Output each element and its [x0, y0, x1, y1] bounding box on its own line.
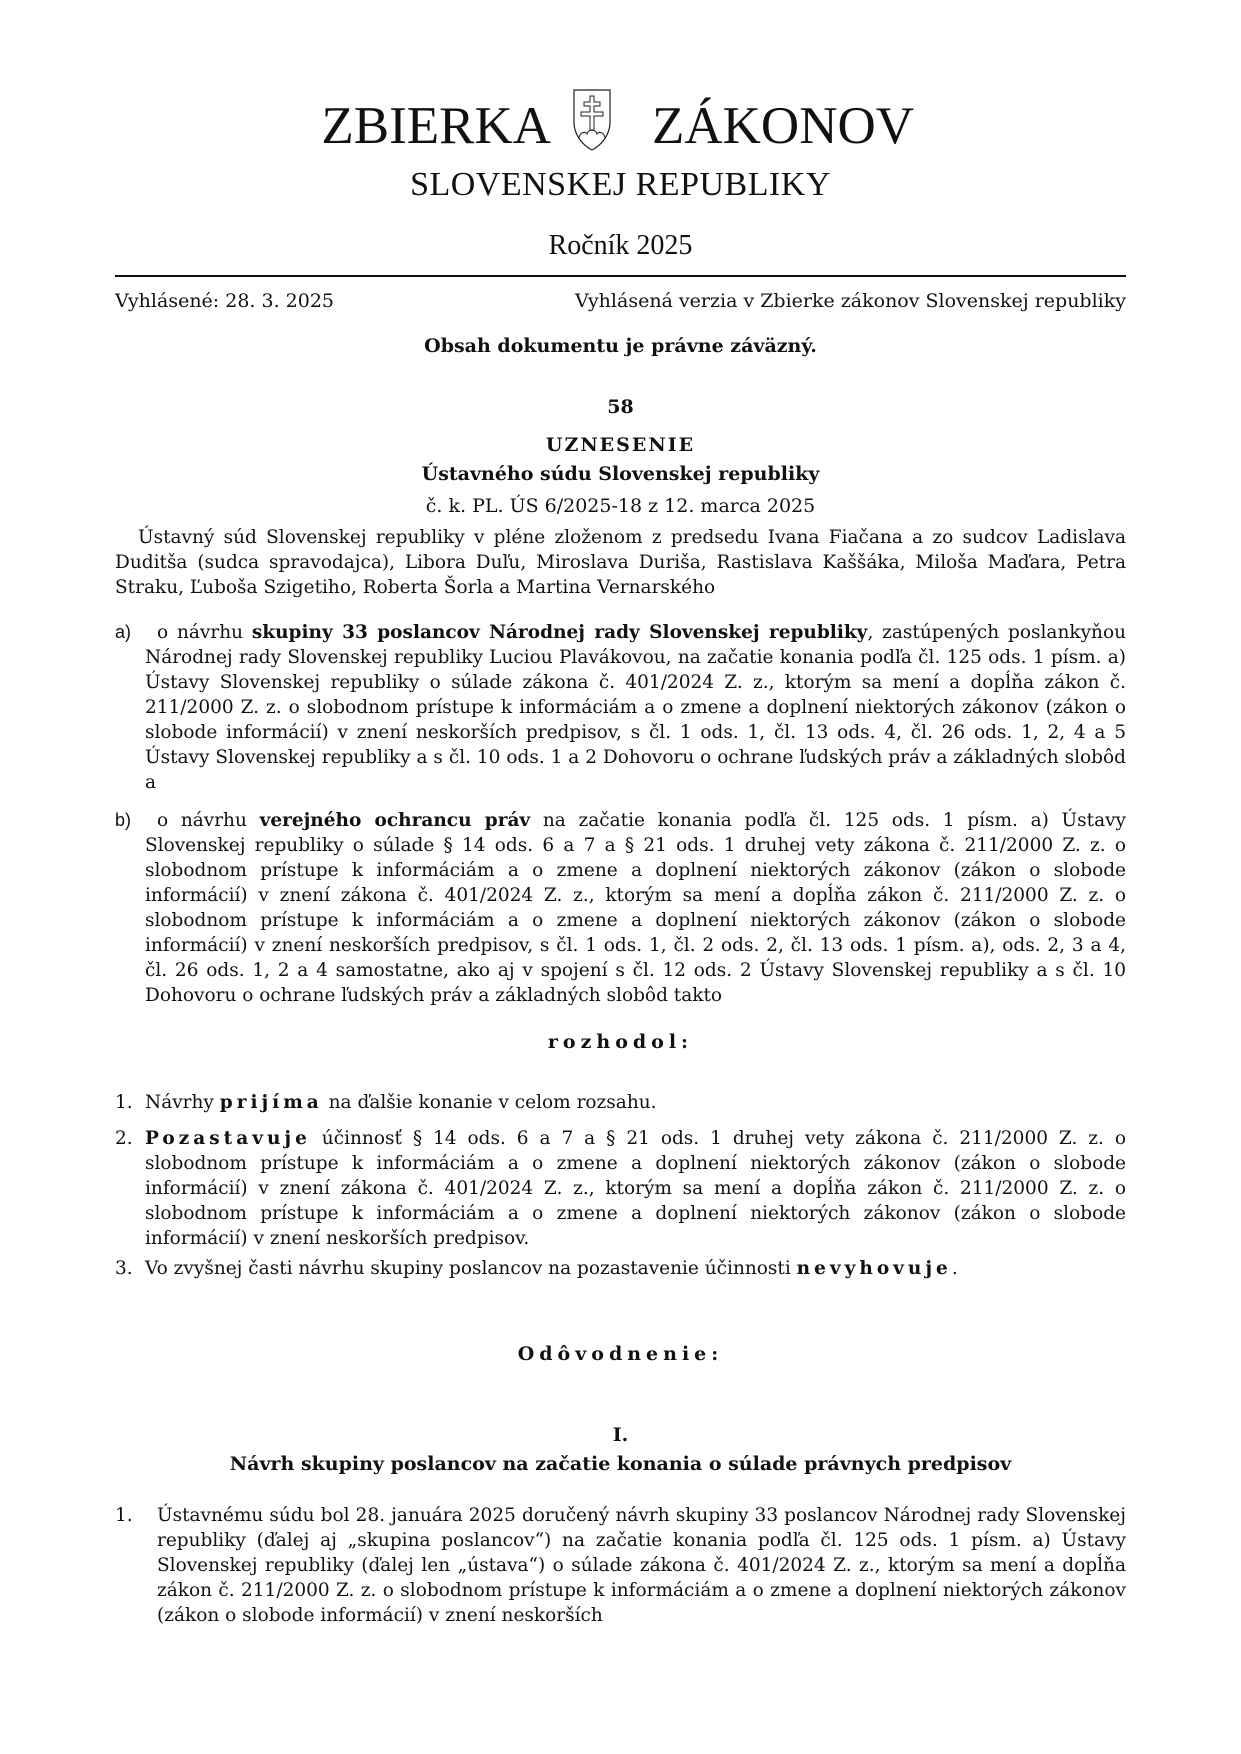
- ruling-marker: 3.: [115, 1258, 133, 1279]
- ruling-post: na ďalšie konanie v celom rozsahu.: [322, 1092, 657, 1113]
- paragraph-marker: 1.: [115, 1505, 133, 1526]
- ruling-post: účinnosť § 14 ods. 6 a 7 a § 21 ods. 1 druhej vety zákona č. 211/2000 Z. z. o slobodnom prístupe k informáciám a o zmene a doplnení niektorých zákonov (zákon o slobode informácií) v znení zákona č. 401/2024 Z. z., ktorým sa mení a dopĺňa zákon č. 211/2000 Z. z. o slobodnom prístupe k informáciám a o zmene a doplnení niektorých zákonov (zákon o slobode informácií) v znení neskorších predpisov.: [145, 1128, 1126, 1249]
- ruling-1: [115, 1090, 1126, 1115]
- masthead-title-left: ZBIERKA: [321, 97, 551, 155]
- ruling-pre: Vo zvyšnej časti návrhu skupiny poslancov na pozastavenie účinnosti: [145, 1258, 797, 1279]
- volume-year: Ročník 2025: [548, 230, 693, 261]
- ruling-3: [115, 1256, 1126, 1281]
- item-marker: a): [115, 622, 132, 642]
- item-pre: o návrhu: [157, 810, 260, 831]
- document-number: 58: [607, 396, 634, 418]
- ruling-post: .: [951, 1258, 958, 1279]
- ruling-2: [115, 1126, 1126, 1251]
- paragraph-text: Ústavnému súdu bol 28. januára 2025 doručený návrh skupiny 33 poslancov Národnej rady Slovenskej republiky (ďalej aj „skupina poslancov“) na začatie konania podľa čl. 125 ods. 1 písm. a) Ústavy Slovenskej republiky (ďalej len „ústava“) o súlade zákona č. 401/2024 Z. z., ktorým sa mení a dopĺňa zákon č. 211/2000 Z. z. o slobodnom prístupe k informáciám a o zmene a doplnení niektorých zákonov (zákon o slobode informácií) v znení neskorších: [157, 1505, 1126, 1626]
- binding-note: Obsah dokumentu je právne záväzný.: [424, 335, 817, 357]
- issuing-court: Ústavného súdu Slovenskej republiky: [421, 463, 820, 485]
- petition-item-a: [115, 620, 1126, 795]
- section-number: I.: [612, 1424, 629, 1446]
- item-marker: b): [115, 810, 132, 830]
- ruling-pre: Návrhy: [145, 1092, 220, 1113]
- ruling-marker: 2.: [115, 1128, 133, 1149]
- ruling-verb: nevyhovuje: [796, 1258, 952, 1279]
- decided-heading: rozhodol:: [547, 1031, 694, 1053]
- ruling-verb: prijíma: [219, 1092, 323, 1113]
- header-rule: [115, 275, 1126, 277]
- item-post: , zastúpených poslankyňou Národnej rady Slovenskej republiky Luciou Plavákovou, na začatie konania podľa čl. 125 ods. 1 písm. a) Ústavy Slovenskej republiky o súlade zákona č. 401/2024 Z. z., ktorým sa mení a dopĺňa zákon č. 211/2000 Z. z. o slobodnom prístupe k informáciám a o zmene a doplnení niektorých zákonov (zákon o slobode informácií) v znení neskorších predpisov, s čl. 1 ods. 1, čl. 13 ods. 4, čl. 26 ods. 1, 2, 4 a 5 Ústavy Slovenskej republiky a s čl. 10 ods. 1 a 2 Dohovoru o ochrane ľudských práv a základných slobôd a: [145, 622, 1126, 793]
- section-title: Návrh skupiny poslancov na začatie konania o súlade právnych predpisov: [229, 1453, 1012, 1475]
- item-bold: skupiny 33 poslancov Národnej rady Slovenskej republiky: [251, 622, 868, 643]
- ruling-verb: Pozastavuje: [145, 1128, 311, 1149]
- item-pre: o návrhu: [157, 622, 252, 643]
- reasoning-paragraph-1: [115, 1503, 1126, 1628]
- ruling-marker: 1.: [115, 1092, 133, 1113]
- masthead-subtitle: SLOVENSKEJ REPUBLIKY: [410, 166, 831, 203]
- petition-item-b: [115, 808, 1126, 1008]
- slovak-coat-of-arms-icon: [572, 88, 612, 152]
- reasoning-heading: Odôvodnenie:: [517, 1343, 724, 1365]
- document-type: UZNESENIE: [545, 434, 696, 456]
- masthead: [0, 82, 1241, 162]
- publication-meta: [115, 289, 1126, 313]
- item-bold: verejného ochrancu práv: [259, 810, 531, 831]
- version-note: Vyhlásená verzia v Zbierke zákonov Slovenskej republiky: [575, 290, 1126, 312]
- intro-paragraph: Ústavný súd Slovenskej republiky v pléne zloženom z predsedu Ivana Fiačana a zo sudcov Ladislava Duditša (sudca spravodajca), Libora Duľu, Miroslava Duriša, Rastislava Kaššáka, Miloša Maďara, Petra Straku, Ľuboša Szigetiho, Roberta Šorla a Martina Vernarského: [115, 527, 1126, 598]
- item-post: na začatie konania podľa čl. 125 ods. 1 písm. a) Ústavy Slovenskej republiky o súlade § 14 ods. 6 a 7 a § 21 ods. 1 druhej vety zákona č. 211/2000 Z. z. o slobodnom prístupe k informáciám a o zmene a doplnení niektorých zákonov (zákon o slobode informácií) v znení zákona č. 401/2024 Z. z., ktorým sa mení a dopĺňa zákon č. 211/2000 Z. z. o slobodnom prístupe k informáciám a o zmene a doplnení niektorých zákonov (zákon o slobode informácií) v znení neskorších predpisov, s čl. 1 ods. 1, čl. 2 ods. 2, čl. 13 ods. 1 písm. a), ods. 2, 3 a 4, čl. 26 ods. 1, 2 a 4 samostatne, ako aj v spojení s čl. 12 ods. 2 Ústavy Slovenskej republiky a s čl. 10 Dohovoru o ochrane ľudských práv a základných slobôd takto: [145, 810, 1127, 1006]
- published-date: Vyhlásené: 28. 3. 2025: [115, 290, 335, 312]
- masthead-title-right: ZÁKONOV: [652, 97, 915, 155]
- case-reference: č. k. PL. ÚS 6/2025-18 z 12. marca 2025: [425, 495, 816, 517]
